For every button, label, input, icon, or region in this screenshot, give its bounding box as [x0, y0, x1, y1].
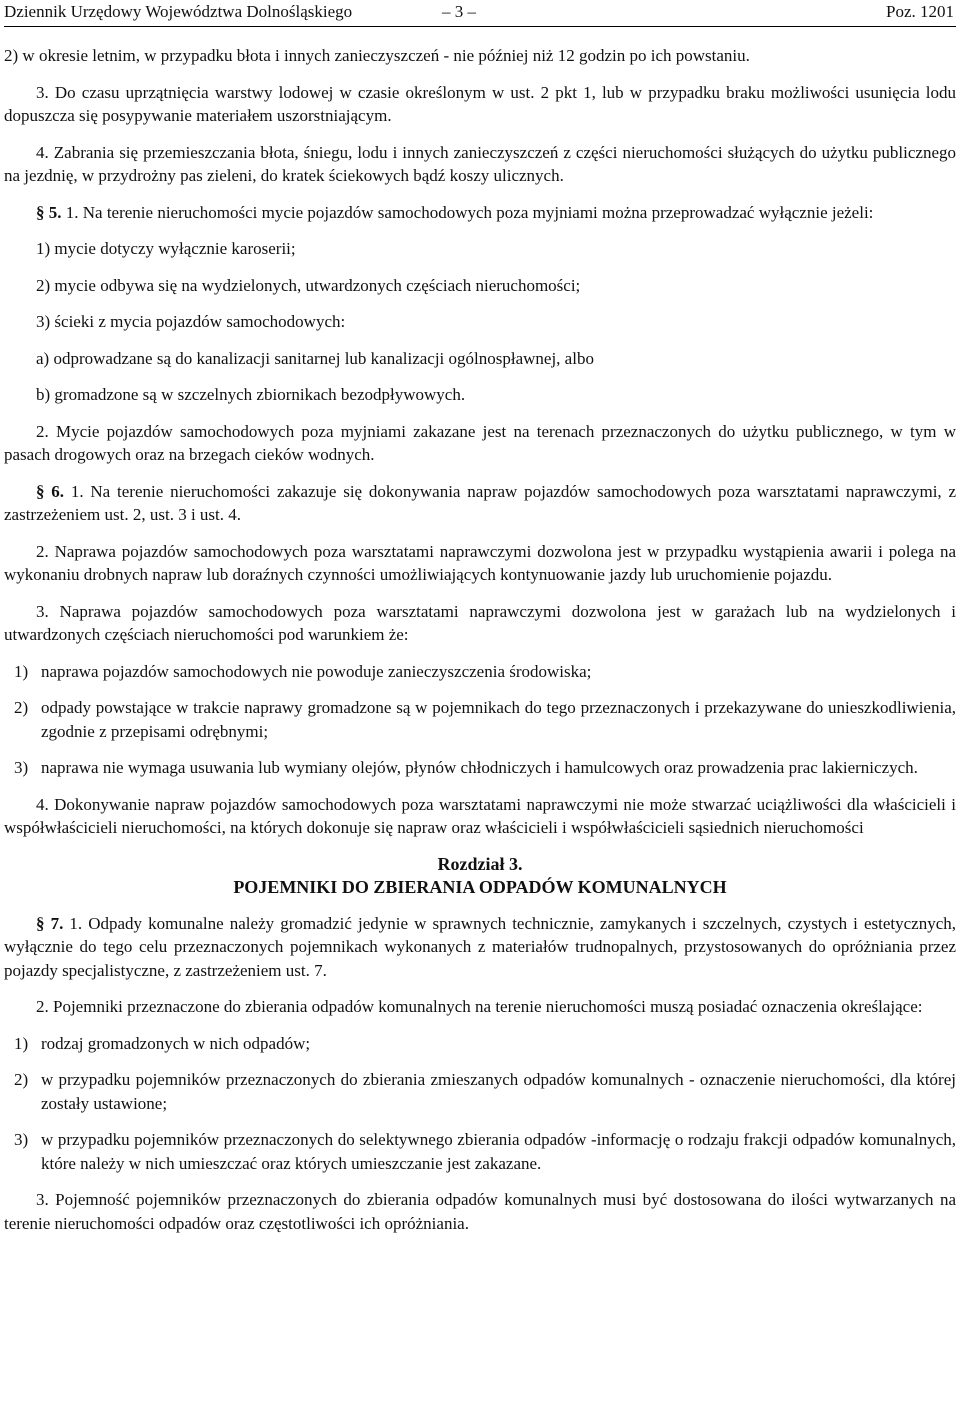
paragraph-text: 1. Na terenie nieruchomości zakazuje się dokonywania napraw pojazdów samochodowych poza warsztatami naprawczymi, z zastrzeżeniem ust. 2, ust. 3 i ust. 4.	[4, 481, 957, 524]
list-text: w przypadku pojemników przeznaczonych do zbierania zmieszanych odpadów komunalnych - oznaczenie nieruchomości, dla której zostały ustawione;	[41, 1070, 956, 1113]
list-number: 3)	[14, 758, 29, 777]
section-mark: § 7.	[36, 913, 64, 933]
list-text: w przypadku pojemników przeznaczonych do selektywnego zbierania odpadów -informację o rodzaju frakcji odpadów komunalnych, które należy w nich umieszczać oraz których umieszczanie jest zakazane.	[41, 1130, 956, 1173]
paragraph: 3. Pojemność pojemników przeznaczonych do zbierania odpadów komunalnych musi być dostosowana do ilości wytwarzanych na terenie nieruchomości odpadów oraz częstotliwości ich opróżniania.	[4, 1190, 956, 1233]
list-item	[4, 756, 956, 780]
chapter-number: Rozdział 3.	[437, 853, 523, 874]
list-item: 2) mycie odbywa się na wydzielonych, utwardzonych częściach nieruchomości;	[36, 275, 581, 295]
list-item: a) odprowadzane są do kanalizacji sanitarnej lub kanalizacji ogólnospławnej, albo	[36, 348, 594, 368]
paragraph: 2. Pojemniki przeznaczone do zbierania odpadów komunalnych na terenie nieruchomości muszą posiadać oznaczenia określające:	[36, 997, 923, 1016]
paragraph: 4. Dokonywanie napraw pojazdów samochodowych poza warsztatami naprawczymi nie może stwarzać uciążliwości dla właścicieli i współwłaścicieli nieruchomości, na których dokonuje się napraw oraz właścicieli i współwłaścicieli sąsiednich nieruchomości	[4, 794, 956, 837]
section-mark: § 5.	[36, 202, 62, 222]
list-item	[4, 1032, 956, 1056]
paragraph-text: 1. Odpady komunalne należy gromadzić jedynie w sprawnych technicznie, zamykanych i szczelnych, czystych i estetycznych, wyłącznie do tego celu przeznaczonych pojemnikach wykonanych z materiałów trudnopalnych, przystosowanych do opróżniania przez pojazdy specjalistyczne, z zastrzeżeniem ust. 7.	[4, 913, 956, 980]
section-mark: § 6.	[36, 481, 65, 501]
document-body	[4, 44, 956, 1248]
paragraph: 2. Naprawa pojazdów samochodowych poza warsztatami naprawczymi dozwolona jest w przypadku wystąpienia awarii i polega na wykonaniu drobnych napraw lub doraźnych czynności umożliwiających kontynuowanie jazdy lub uruchomienie pojazdu.	[4, 541, 956, 584]
journal-title: Dziennik Urzędowy Województwa Dolnośląskiego	[4, 2, 353, 21]
list-text: rodzaj gromadzonych w nich odpadów;	[41, 1033, 311, 1053]
paragraph: 4. Zabrania się przemieszczania błota, śniegu, lodu i innych zanieczyszczeń z części nieruchomości służących do użytku publicznego na jezdnię, w przydrożny pas zieleni, do kratek ściekowych bądź koszy ulicznych.	[4, 142, 956, 185]
section-7	[4, 912, 956, 983]
list-text: odpady powstające w trakcie naprawy gromadzone są w pojemnikach do tego przeznaczonych i przekazywane do unieszkodliwienia, zgodnie z przepisami odrębnymi;	[41, 698, 956, 741]
paragraph: 2) w okresie letnim, w przypadku błota i innych zanieczyszczeń - nie później niż 12 godzin po ich powstaniu.	[4, 46, 750, 65]
list-item	[4, 1068, 956, 1115]
paragraph: 3. Do czasu uprzątnięcia warstwy lodowej w czasie określonym w ust. 2 pkt 1, lub w przypadku braku możliwości usunięcia lodu dopuszcza się posypywanie materiałem uszorstniającym.	[4, 82, 956, 125]
section-5	[4, 201, 956, 225]
list-number: 1)	[14, 661, 29, 681]
list-item	[4, 696, 956, 743]
list-number: 3)	[14, 1130, 29, 1149]
list-number: 1)	[14, 1033, 29, 1053]
list-text: naprawa pojazdów samochodowych nie powoduje zanieczyszczenia środowiska;	[41, 661, 592, 681]
list-text: naprawa nie wymaga usuwania lub wymiany olejów, płynów chłodniczych i hamulcowych oraz prowadzenia prac lakierniczych.	[41, 758, 918, 777]
list-item: b) gromadzone są w szczelnych zbiornikach bezodpływowych.	[36, 385, 466, 404]
page-number: – 3 –	[442, 2, 476, 21]
chapter-title: POJEMNIKI DO ZBIERANIA ODPADÓW KOMUNALNYCH	[233, 876, 727, 897]
list-number: 2)	[14, 1070, 29, 1089]
list-number: 2)	[14, 698, 29, 717]
list-item	[4, 660, 956, 684]
paragraph: 2. Mycie pojazdów samochodowych poza myjniami zakazane jest na terenach przeznaczonych do użytku publicznego, w tym w pasach drogowych oraz na brzegach cieków wodnych.	[4, 421, 956, 464]
list-item: 3) ścieki z mycia pojazdów samochodowych:	[36, 312, 346, 331]
section-6	[4, 480, 956, 527]
paragraph: 3. Naprawa pojazdów samochodowych poza warsztatami naprawczymi dozwolona jest w garażach lub na wydzielonych i utwardzonych częściach nieruchomości pod warunkiem że:	[4, 601, 956, 644]
paragraph-text: 1. Na terenie nieruchomości mycie pojazdów samochodowych poza myjniami można przeprowadzać wyłącznie jeżeli:	[61, 202, 874, 222]
list-item	[4, 1128, 956, 1175]
list-item: 1) mycie dotyczy wyłącznie karoserii;	[36, 239, 296, 258]
page-header	[4, 2, 956, 27]
position-number: Poz. 1201	[886, 2, 954, 21]
